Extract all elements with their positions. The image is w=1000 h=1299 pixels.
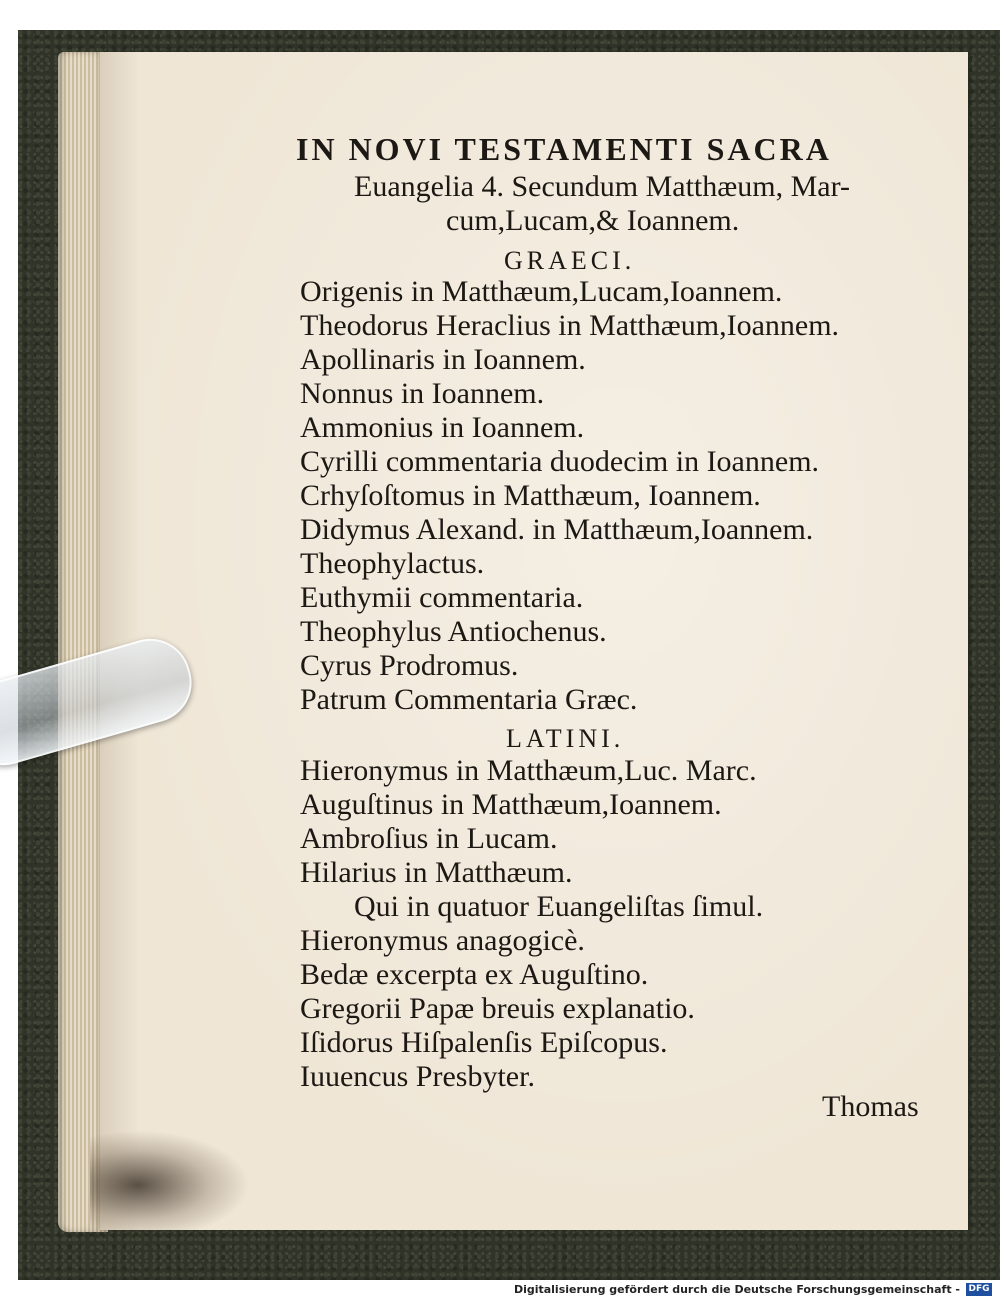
list-item: Theophylactus. <box>300 547 485 580</box>
section-heading-latini: LATINI. <box>506 724 625 753</box>
list-item: Iuuencus Presbyter. <box>300 1060 535 1093</box>
list-item: Crhyſoſtomus in Matthæum, Ioannem. <box>300 479 761 512</box>
list-item: Iſidorus Hiſpalenſis Epiſcopus. <box>300 1026 668 1059</box>
list-item: Patrum Commentaria Græc. <box>300 683 638 716</box>
list-item: Nonnus in Ioannem. <box>300 377 545 410</box>
list-item: Euthymii commentaria. <box>300 581 584 614</box>
list-item: Ambroſius in Lucam. <box>300 822 558 855</box>
funding-credit: Digitalisierung gefördert durch die Deutsche Forschungsgemeinschaft - <box>513 1283 960 1296</box>
title-line-2: Euangelia 4. Secundum Matthæum, Mar- <box>354 170 850 203</box>
list-item: Auguſtinus in Matthæum,Ioannem. <box>300 788 722 821</box>
list-item: Hilarius in Matthæum. <box>300 856 573 889</box>
title-line-1: IN NOVI TESTAMENTI SACRA <box>296 131 832 167</box>
catchword: Thomas <box>822 1090 919 1123</box>
section-heading-graeci: GRAECI. <box>504 246 636 275</box>
list-item: Hieronymus anagogicè. <box>300 924 585 957</box>
list-item: Didymus Alexand. in Matthæum,Ioannem. <box>300 513 814 546</box>
list-item: Theophylus Antiochenus. <box>300 615 607 648</box>
list-item: Theodorus Heraclius in Matthæum,Ioannem. <box>300 309 840 342</box>
list-item: Origenis in Matthæum,Lucam,Ioannem. <box>300 275 783 308</box>
title-line-3: cum,Lucam,& Ioannem. <box>446 204 740 237</box>
list-item: Bedæ excerpta ex Auguſtino. <box>300 958 649 991</box>
dfg-logo-icon: DFG <box>966 1283 992 1296</box>
list-item: Ammonius in Ioannem. <box>300 411 585 444</box>
list-item: Gregorii Papæ breuis explanatio. <box>300 992 695 1025</box>
list-item: Cyrus Prodromus. <box>300 649 519 682</box>
list-item: Hieronymus in Matthæum,Luc. Marc. <box>300 754 757 787</box>
subheading-quatuor: Qui in quatuor Euangeliſtas ſimul. <box>354 890 764 923</box>
list-item: Cyrilli commentaria duodecim in Ioannem. <box>300 445 820 478</box>
list-item: Apollinaris in Ioannem. <box>300 343 586 376</box>
